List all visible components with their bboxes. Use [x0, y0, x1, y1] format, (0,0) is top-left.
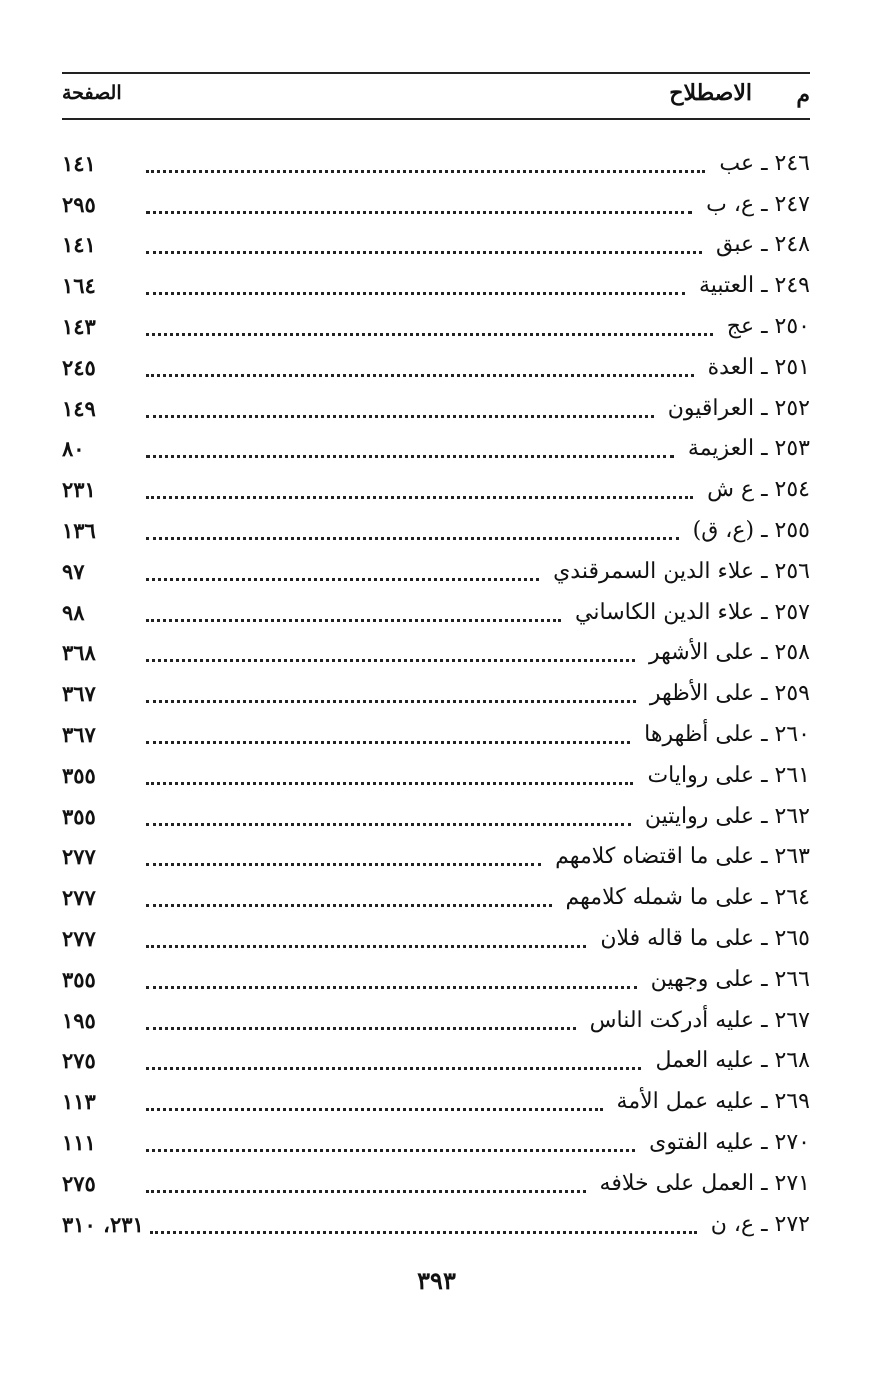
entry-term: ٢٤٧ ـ ع، ب [706, 191, 810, 217]
entry-page: ٢٧٧ [62, 885, 96, 911]
dot-leader [146, 619, 561, 622]
entry-term: ٢٦٦ ـ على وجهين [650, 966, 810, 992]
entry-term: ٢٥٥ ـ (ع، ق) [692, 518, 810, 544]
entry-page: ٢٩٥ [62, 191, 96, 217]
index-entry [62, 388, 810, 429]
index-entry [62, 184, 810, 225]
entry-term: ٢٦٠ ـ على أظهرها [644, 722, 810, 748]
index-entry [62, 225, 810, 266]
entry-term: ٢٦٢ ـ على روايتين [644, 803, 810, 829]
entry-page: ٢٧٧ [62, 926, 96, 952]
index-entry [62, 429, 810, 470]
entry-term: ٢٦٤ ـ على ما شمله كلامهم [565, 885, 810, 911]
dot-leader [146, 333, 713, 336]
page-number: ٣٩٣ [417, 1266, 456, 1295]
entry-term: ٢٥٤ ـ ع ش [707, 477, 810, 503]
entry-term: ٢٥٨ ـ على الأشهر [649, 640, 810, 666]
dot-leader [146, 1108, 603, 1111]
dot-leader [146, 415, 654, 418]
dot-leader [146, 904, 552, 907]
entry-term: ٢٧١ ـ العمل على خلافه [599, 1170, 810, 1196]
entry-page: ١٣٦ [62, 518, 96, 544]
index-entry [62, 306, 810, 347]
entry-term: ٢٤٨ ـ عبق [716, 232, 810, 258]
entry-page: ٢٧٧ [62, 844, 96, 870]
entry-term: ٢٦٥ ـ على ما قاله فلان [600, 926, 810, 952]
entry-page: ٣٥٥ [62, 966, 96, 992]
dot-leader [146, 537, 679, 540]
entry-page: ٢٤٥ [62, 354, 96, 380]
index-entries [62, 143, 810, 1245]
entry-term: ٢٥٠ ـ عج [726, 314, 810, 340]
entry-page: ٩٨ [62, 599, 85, 625]
index-entry [62, 469, 810, 510]
index-entry [62, 633, 810, 674]
index-entry [62, 1081, 810, 1122]
index-entry [62, 1122, 810, 1163]
entry-term: ٢٥٦ ـ علاء الدين السمرقندي [553, 558, 810, 584]
dot-leader [146, 251, 702, 254]
dot-leader [146, 863, 541, 866]
index-entry [62, 918, 810, 959]
dot-leader [146, 659, 635, 662]
index-entry [62, 510, 810, 551]
index-entry [62, 877, 810, 918]
entry-page: ١١١ [62, 1130, 96, 1156]
dot-leader [146, 292, 685, 295]
dot-leader [146, 496, 693, 499]
dot-leader [146, 1027, 576, 1030]
entry-term: ٢٧٠ ـ عليه الفتوى [649, 1130, 810, 1156]
dot-leader [146, 374, 694, 377]
dot-leader [146, 700, 636, 703]
dot-leader [146, 211, 692, 214]
index-entry [62, 265, 810, 306]
entry-term: ٢٦٩ ـ عليه عمل الأمة [616, 1089, 810, 1115]
entry-term: ٢٤٦ ـ عب [719, 150, 810, 176]
index-entry [62, 592, 810, 633]
entry-page: ١٤١ [62, 232, 96, 258]
entry-page: ٣٦٧ [62, 722, 96, 748]
entry-page: ٣٦٧ [62, 681, 96, 707]
entry-page: ١٤٩ [62, 395, 96, 421]
entry-page: ١٤١ [62, 150, 96, 176]
entry-page: ٣٥٥ [62, 803, 96, 829]
entry-term: ٢٦٧ ـ عليه أدركت الناس [589, 1007, 810, 1033]
entry-page: ١٦٤ [62, 273, 96, 299]
index-entry [62, 837, 810, 878]
header-page-label: الصفحة [62, 82, 122, 104]
dot-leader [146, 1149, 635, 1152]
dot-leader [146, 1067, 641, 1070]
header-number-label: م [796, 82, 810, 108]
entry-page: ٩٧ [62, 558, 85, 584]
index-entry [62, 755, 810, 796]
entry-term: ٢٥٩ ـ على الأظهر [649, 681, 810, 707]
index-entry [62, 143, 810, 184]
entry-page: ١١٣ [62, 1089, 96, 1115]
index-entry [62, 673, 810, 714]
entry-term: ٢٧٢ ـ ع، ن [710, 1211, 810, 1237]
entry-page: ٣٦٨ [62, 640, 96, 666]
entry-term: ٢٦٨ ـ عليه العمل [655, 1048, 810, 1074]
entry-page: ١٩٥ [62, 1007, 96, 1033]
index-entry [62, 551, 810, 592]
index-entry [62, 1163, 810, 1204]
entry-term: ٢٥٣ ـ العزيمة [687, 436, 810, 462]
dot-leader [150, 1231, 697, 1234]
dot-leader [146, 945, 586, 948]
entry-page: ١٤٣ [62, 314, 96, 340]
header-term-label: الاصطلاح [669, 80, 752, 106]
entry-term: ٢٥٢ ـ العراقيون [667, 395, 810, 421]
entry-page: ٢٧٥ [62, 1048, 96, 1074]
dot-leader [146, 741, 630, 744]
index-entry [62, 796, 810, 837]
entry-page: ٣٥٥ [62, 762, 96, 788]
index-entry [62, 1000, 810, 1041]
dot-leader [146, 986, 637, 989]
dot-leader [146, 170, 705, 173]
entry-term: ٢٦١ ـ على روايات [647, 762, 810, 788]
entry-page: ٢٣١، ٣١٠ [62, 1211, 144, 1237]
dot-leader [146, 782, 633, 785]
table-header [62, 72, 810, 120]
entry-page: ٨٠ [62, 436, 85, 462]
dot-leader [146, 823, 631, 826]
index-entry [62, 959, 810, 1000]
entry-term: ٢٥١ ـ العدة [707, 354, 810, 380]
dot-leader [146, 578, 539, 581]
entry-term: ٢٤٩ ـ العتبية [698, 273, 810, 299]
entry-term: ٢٦٣ ـ على ما اقتضاه كلامهم [555, 844, 810, 870]
entry-page: ٢٣١ [62, 477, 96, 503]
index-entry [62, 347, 810, 388]
index-entry [62, 714, 810, 755]
index-entry [62, 1204, 810, 1245]
dot-leader [146, 1190, 586, 1193]
index-entry [62, 1041, 810, 1082]
dot-leader [146, 455, 674, 458]
entry-term: ٢٥٧ ـ علاء الدين الكاساني [575, 599, 810, 625]
entry-page: ٢٧٥ [62, 1170, 96, 1196]
